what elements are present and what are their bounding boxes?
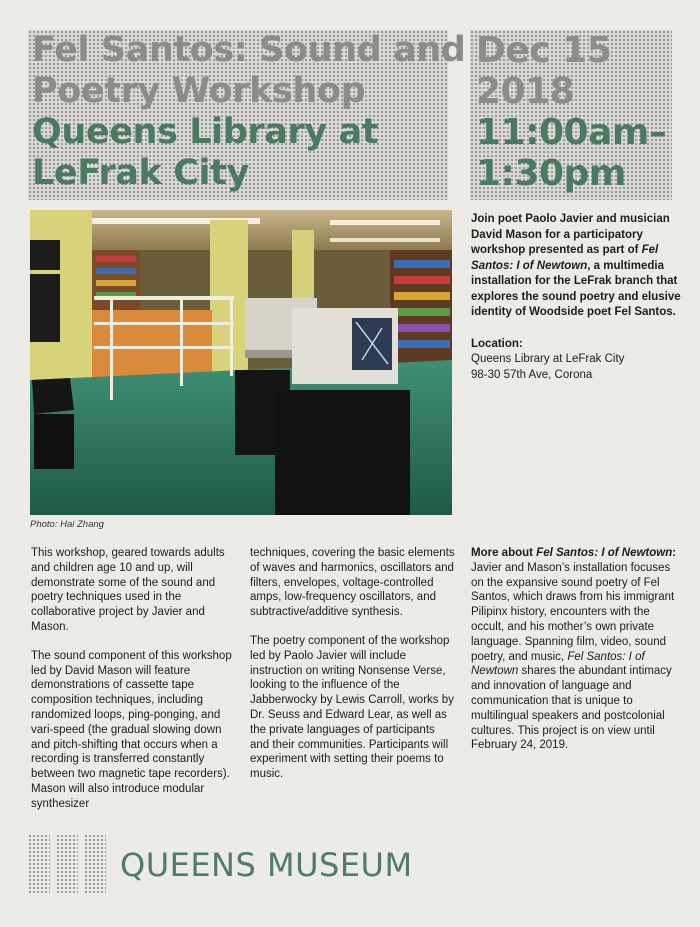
- sound-component-paragraph: The sound component of this workshop led by David Mason will feature demonstrations of cassette tape composition techniques, including randomized loops, ping-ponging, and vari-speed (the gradual slowing down and pitch-shifting that occurs when a recording is transferred constantly between two magnetic tape recorders). Mason will also introduce modular synthesizer: [31, 649, 232, 810]
- intro-text-2: , a multimedia installation for the LeFrak branch that explores the sound poetry and elusive identity of Woodside poet Fel Santos.: [471, 259, 681, 318]
- installation-title: Fel Santos: I of Newtown: [471, 244, 659, 272]
- body-column-1: [31, 546, 236, 826]
- heading-title: Fel Santos: I of Newtown: [536, 547, 673, 559]
- intro-paragraph: [471, 212, 686, 321]
- location-label: Location:: [471, 337, 523, 350]
- venue-line-1: Queens Library at: [32, 112, 379, 152]
- venue-line-2: LeFrak City: [32, 153, 249, 193]
- event-title-line-2: Poetry Workshop: [32, 71, 366, 111]
- intro-text-1: Join poet Paolo Javier and musician David Mason for a participatory workshop presented as part of: [471, 213, 670, 256]
- installation-paragraph: [471, 561, 686, 753]
- heading-suffix: :: [672, 547, 677, 559]
- title-block: [28, 30, 466, 200]
- synthesis-paragraph: techniques, covering the basic elements of waves and harmonics, oscillators and filters, envelopes, voltage-controlled amps, low-frequency oscillators, and subtractive/additive synthesis.: [250, 547, 455, 619]
- time-end: 1:30pm: [476, 153, 626, 194]
- installation-text-1: Javier and Mason’s installation focuses on the expansive sound poetry of Fel Santos, which draws from his immigrant Pilipinx history, encounters with the occult, and his mother’s own private language. Spanning film, video, sound poetry, and music,: [471, 561, 675, 663]
- queens-museum-logo: QUEENS MUSEUM: [120, 846, 413, 884]
- poetry-component-paragraph: The poetry component of the workshop led by Paolo Javier will include instruction on writing Nonsense Verse, looking to the influence of the Jabberwocky by Lewis Carroll, works by Dr. Seuss and Edward Lear, as well as the private languages of participants and their communities. Participants will experiment with setting their poems to music.: [250, 634, 454, 781]
- date-year: 2018: [476, 71, 575, 112]
- library-photo: [30, 210, 452, 515]
- body-column-3: [471, 546, 686, 767]
- logo-dot-bar-2: [56, 834, 78, 894]
- photo-caption: Photo: Hai Zhang: [30, 519, 104, 530]
- museum-logo-mark: [28, 834, 110, 894]
- more-about-heading: [471, 546, 686, 561]
- installation-title-inline: Fel Santos: I of Newtown: [471, 650, 645, 678]
- event-summary: [471, 212, 686, 383]
- location-line-2: 98-30 57th Ave, Corona: [471, 368, 593, 381]
- location-line-1: Queens Library at LeFrak City: [471, 353, 625, 365]
- logo-dot-bar-3: [84, 834, 106, 894]
- library-interior-image: [30, 210, 452, 515]
- time-start: 11:00am–: [476, 112, 667, 153]
- event-title-line-1: Fel Santos: Sound and: [32, 30, 466, 70]
- workshop-description: This workshop, geared towards adults and children age 10 and up, will demonstrate some of the sound and poetry techniques used in the collaborative project by Javier and Mason.: [31, 547, 225, 633]
- heading-prefix: More about: [471, 547, 537, 559]
- installation-text-2: shares the abundant intimacy and innovation of language and communication that is unique to multilingual speakers and postcolonial cultures. This project is on view until February 24, 2019.: [471, 665, 672, 752]
- date-block: [470, 30, 672, 200]
- logo-dot-bar-1: [28, 834, 50, 894]
- body-column-2: [250, 546, 455, 796]
- date-day: Dec 15: [476, 30, 612, 71]
